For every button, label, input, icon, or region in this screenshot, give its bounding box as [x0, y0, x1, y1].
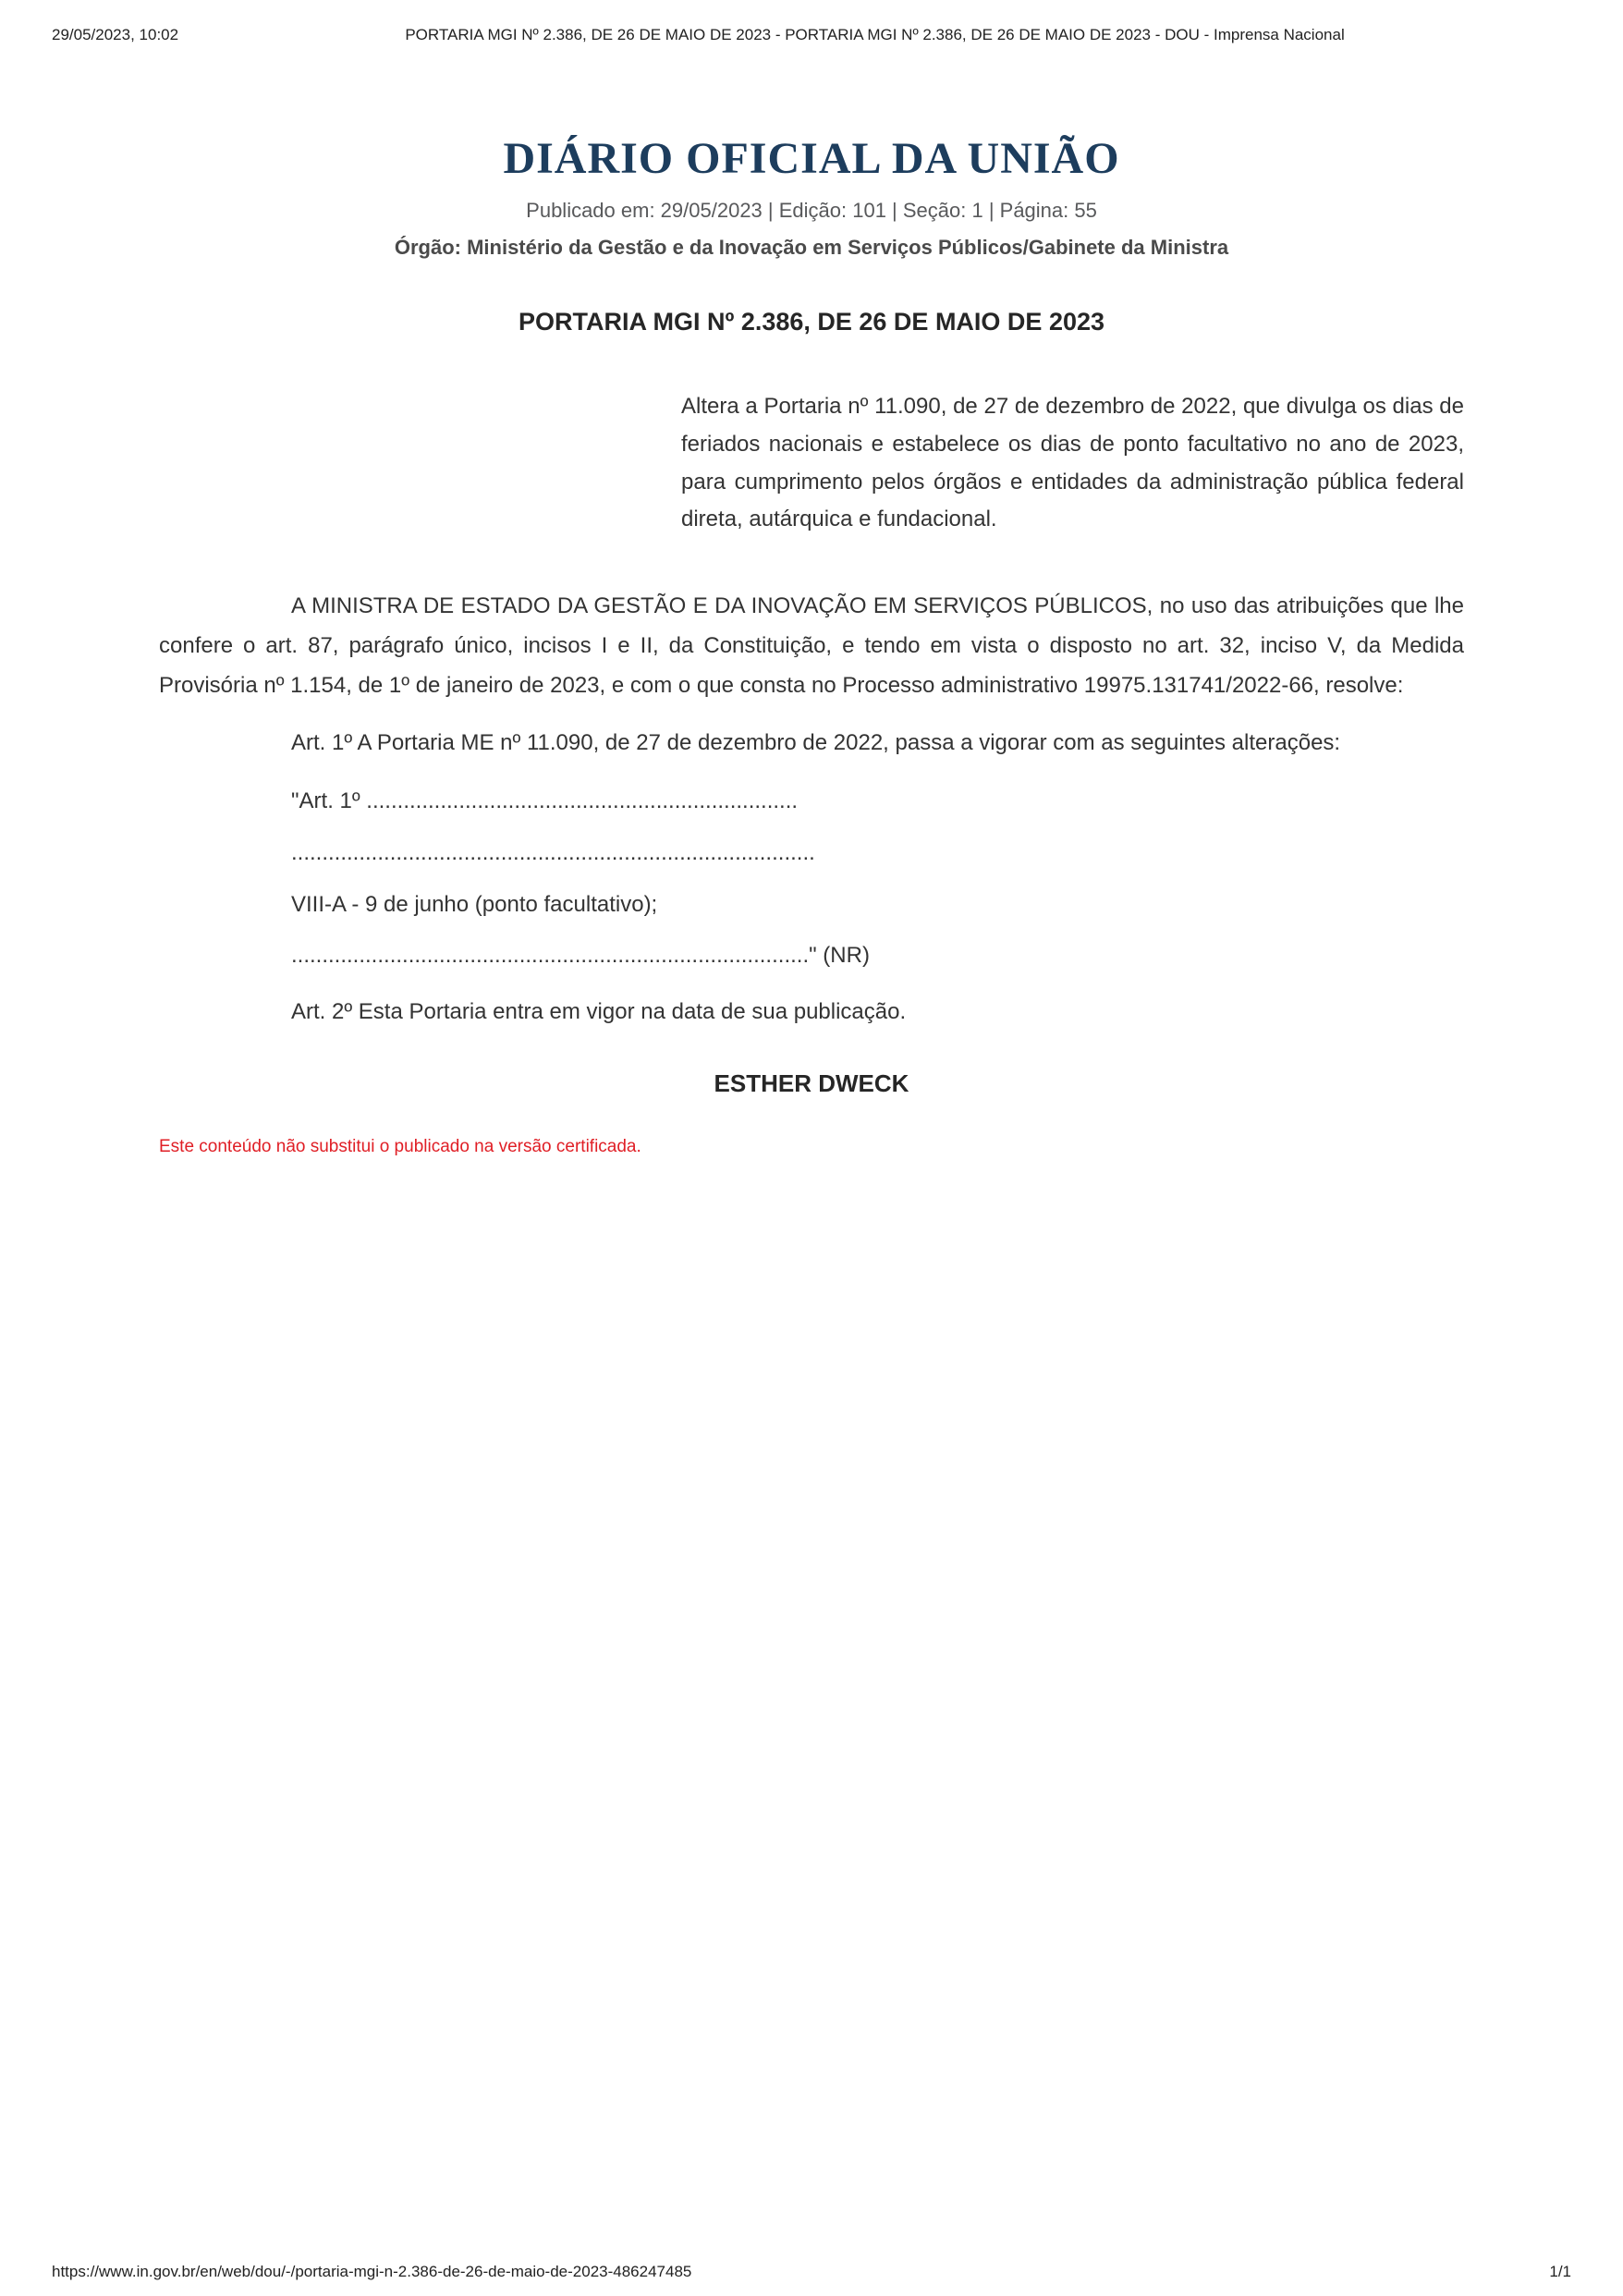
portaria-quote-line: ...................................................................................." (NR) — [291, 943, 870, 969]
publication-info: Publicado em: 29/05/2023 | Edição: 101 | Seção: 1 | Página: 55 — [526, 199, 1097, 222]
portaria-paragraph: Art. 1º A Portaria ME nº 11.090, de 27 de dezembro de 2022, passa a vigorar com as seguintes alterações: — [291, 730, 1341, 756]
portaria-quote-line: ..................................................................................... — [291, 839, 815, 865]
portaria-paragraph: A MINISTRA DE ESTADO DA GESTÃO E DA INOVAÇÃO EM SERVIÇOS PÚBLICOS, no uso das atribuições que lhe confere o art. 87, parágrafo único, incisos I e II, da Constituição, e tendo em vista o disposto no art. 32, inciso V, da Medida Provisória nº 1.154, de 1º de janeiro de 2023, e com o que consta no Processo administrativo 19975.131741/2022-66, resolve: — [159, 593, 1464, 698]
page-counter: 1/1 — [1549, 2263, 1571, 2280]
organ-info: Órgão: Ministério da Gestão e da Inovação em Serviços Públicos/Gabinete da Ministra — [394, 236, 1229, 259]
signature-name: ESTHER DWECK — [714, 1069, 909, 1097]
gazette-title: DIÁRIO OFICIAL DA UNIÃO — [503, 134, 1120, 183]
portaria-summary: Altera a Portaria nº 11.090, de 27 de dezembro de 2022, que divulga os dias de feriados nacionais e estabelece os dias de ponto facultativo no ano de 2023, para cumprimento pelos órgãos e entidades da administração pública federal direta, autárquica e fundacional. — [681, 394, 1464, 532]
certification-disclaimer: Este conteúdo não substitui o publicado na versão certificada. — [159, 1136, 641, 1156]
print-header-datetime: 29/05/2023, 10:02 — [52, 26, 179, 43]
portaria-title: PORTARIA MGI Nº 2.386, DE 26 DE MAIO DE 2023 — [518, 308, 1105, 336]
document-content — [0, 308, 1623, 1157]
print-footer — [52, 2263, 1571, 2281]
portaria-quote-line: VIII-A - 9 de junho (ponto facultativo); — [291, 891, 658, 917]
print-header-title: PORTARIA MGI Nº 2.386, DE 26 DE MAIO DE 2023 - PORTARIA MGI Nº 2.386, DE 26 DE MAIO DE 2023 - DOU - Imprensa Nacional — [405, 26, 1345, 43]
source-url: https://www.in.gov.br/en/web/dou/-/portaria-mgi-n-2.386-de-26-de-maio-de-2023-486247485 — [52, 2263, 692, 2280]
print-header — [0, 0, 1623, 44]
portaria-paragraph: Art. 2º Esta Portaria entra em vigor na data de sua publicação. — [291, 998, 907, 1024]
masthead — [0, 133, 1623, 260]
portaria-quote-line: "Art. 1º ...................................................................... — [291, 788, 799, 814]
